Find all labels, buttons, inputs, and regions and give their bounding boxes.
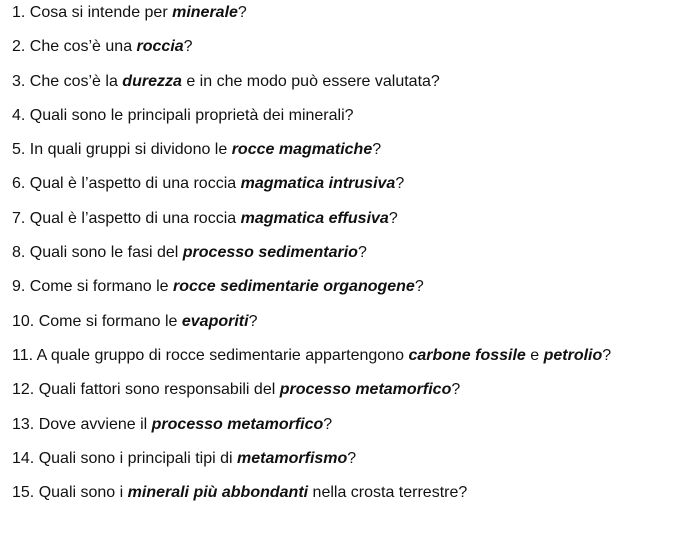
question-text: ? — [372, 141, 382, 159]
question-text: Qual è l’aspetto di una roccia — [29, 175, 241, 193]
question-keyword: magmatica intrusiva — [240, 175, 396, 193]
question-text: Quali sono i principali tipi di — [38, 449, 238, 467]
question-item — [12, 277, 611, 311]
question-text: Che cos’è la — [29, 72, 123, 90]
question-item — [12, 380, 611, 414]
question-item — [12, 72, 611, 106]
question-text: Cosa si intende per — [29, 4, 173, 21]
question-item — [12, 312, 611, 346]
question-number: 9. — [12, 278, 26, 296]
question-item — [12, 3, 611, 37]
question-text: ? — [414, 278, 424, 296]
question-text: ? — [395, 175, 405, 193]
question-text: Quali fattori sono responsabili del — [38, 381, 280, 399]
question-item — [12, 483, 611, 517]
question-text: Dove avviene il — [38, 415, 152, 433]
question-item — [12, 415, 611, 449]
question-text: Come si formano le — [29, 278, 173, 296]
question-keyword: minerali più abbondanti — [127, 484, 309, 502]
question-keyword: carbone fossile — [408, 346, 526, 364]
question-text: ? — [323, 415, 333, 433]
question-number: 6. — [12, 175, 26, 193]
question-text: Quali sono le fasi del — [29, 244, 183, 262]
question-keyword: processo metamorfico — [151, 415, 324, 433]
question-text: ? — [183, 38, 193, 56]
question-item — [12, 346, 611, 380]
question-item — [12, 106, 611, 140]
question-item — [12, 37, 611, 71]
question-text: Quali sono i — [38, 484, 128, 502]
question-number: 13. — [12, 415, 35, 433]
question-item — [12, 140, 611, 174]
question-keyword: petrolio — [543, 346, 603, 364]
question-number: 15. — [12, 484, 35, 502]
question-number: 8. — [12, 244, 26, 262]
question-text: e — [525, 346, 544, 364]
question-number: 1. — [12, 4, 26, 21]
question-text: ? — [388, 209, 398, 227]
question-keyword: rocce sedimentarie organogene — [172, 278, 415, 296]
question-keyword: roccia — [136, 38, 184, 56]
question-number: 7. — [12, 209, 26, 227]
question-text: nella crosta terrestre? — [308, 484, 468, 502]
question-text: Che cos’è una — [29, 38, 137, 56]
question-text: Qual è l’aspetto di una roccia — [29, 209, 241, 227]
question-text: ? — [237, 4, 247, 21]
question-number: 12. — [12, 381, 35, 399]
question-text: A quale gruppo di rocce sedimentarie appartengono — [36, 346, 409, 364]
question-text: ? — [357, 244, 367, 262]
question-number: 10. — [12, 312, 35, 330]
question-item — [12, 449, 611, 483]
question-item — [12, 243, 611, 277]
question-number: 4. — [12, 106, 26, 124]
question-text: Quali sono le principali proprietà dei minerali? — [29, 106, 354, 124]
question-list — [12, 3, 611, 517]
question-item — [12, 174, 611, 208]
question-keyword: durezza — [122, 72, 182, 90]
question-number: 2. — [12, 38, 26, 56]
question-number: 5. — [12, 141, 26, 159]
question-text: ? — [602, 346, 612, 364]
question-text: ? — [248, 312, 258, 330]
question-keyword: rocce magmatiche — [231, 141, 373, 159]
question-number: 3. — [12, 72, 26, 90]
question-text: ? — [451, 381, 461, 399]
question-keyword: evaporiti — [181, 312, 249, 330]
question-text: Come si formano le — [38, 312, 182, 330]
question-keyword: minerale — [172, 4, 238, 21]
question-keyword: processo metamorfico — [279, 381, 452, 399]
question-keyword: magmatica effusiva — [240, 209, 389, 227]
question-number: 14. — [12, 449, 35, 467]
question-keyword: processo sedimentario — [182, 244, 358, 262]
question-keyword: metamorfismo — [237, 449, 348, 467]
question-text: In quali gruppi si dividono le — [29, 141, 232, 159]
question-item — [12, 209, 611, 243]
question-number: 11. — [12, 346, 34, 364]
question-text: e in che modo può essere valutata? — [181, 72, 440, 90]
question-text: ? — [347, 449, 357, 467]
